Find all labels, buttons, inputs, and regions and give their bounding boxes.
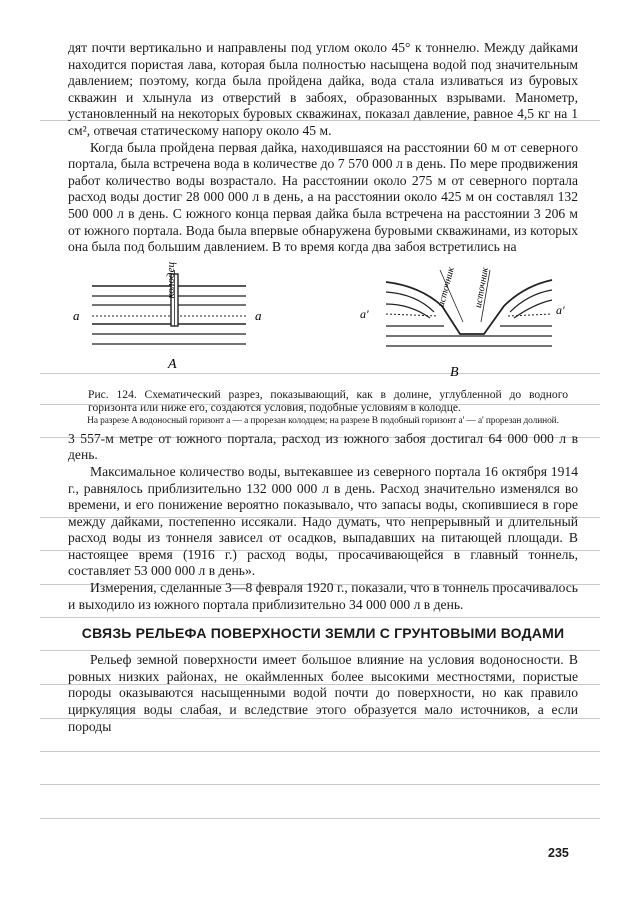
paragraph: 3 557-м метре от южного портала, расход из южного забоя достигал 64 000 000 л в день.	[68, 430, 578, 463]
well-label: колодец	[165, 261, 177, 299]
paragraph: Когда была пройдена первая дайка, находившаяся на расстоянии 60 м от северного портала, была встречена вода в количестве до 7 570 000 л в день. По мере продвижения работ количество воды возрастало. На расстоянии около 275 м от северного портала расход воды достиг 28 000 000 л в день, а на расстоянии около 425 м он составлял 132 500 000 л в день. С южного конца первая дайка была встречена на расстоянии 3 206 м от южного портала. Вода была впервые обнаружена буровыми скважинами, из которых она была под большим давлением. В то время когда два забоя встретились на	[68, 139, 578, 255]
ruled-line	[40, 784, 600, 785]
horizon-label-a-prime: a'	[360, 306, 369, 321]
figure-caption: Рис. 124. Схематический разрез, показывающий, как в долине, углубленной до водного горизонта или ниже его, создаются условия, подобные условиям в колодце.	[88, 387, 568, 414]
paragraph: Максимальное количество воды, вытекавшее из северного портала 16 октября 1914 г., равнялось приблизительно 132 000 000 л в день. Расход значительно изменялся во времени, и его понижение вероятно показывало, что запасы воды, скопившиеся в горе между дайками, постепенно иссякали. Надо думать, что непрерывный и длительный расход воды из тоннеля зависел от осадков, выпадавших на питающей площади. В настоящее время (1916 г.) расход воды, просачивающейся в главный тоннель, составляет 53 000 000 л в день».	[68, 463, 578, 579]
spring-label-left: источник	[435, 265, 457, 308]
page-number: 235	[548, 846, 569, 860]
paragraph: Измерения, сделанные 3—8 февраля 1920 г., показали, что в тоннель просачивалось и выходило из южного портала приблизительно 34 000 000 л в день.	[68, 580, 578, 612]
figure-note: На разрезе A водоносный горизонт a — a прорезан колодцем; на разрезе B подобный горизонт a' — a' прорезан долиной.	[87, 415, 559, 426]
horizon-label-a: a	[255, 307, 262, 323]
figure-124	[68, 260, 578, 388]
paragraph: Рельеф земной поверхности имеет большое влияние на условия водоносности. В ровных низких районах, не окаймленных более высокими местностями, пористые породы оказываются насыщенными водой почти до поверхности, но как правило циркуляция воды слабая, и вследствие этого образуется мало источников, а если породы	[68, 652, 578, 734]
horizon-label-a-prime: a'	[556, 302, 565, 317]
section-label-b: B	[450, 364, 459, 380]
ruled-line	[40, 818, 600, 819]
spring-label-right: источник	[473, 266, 491, 309]
section-b-diagram	[386, 270, 552, 346]
book-page	[68, 40, 578, 735]
section-label-a: A	[168, 356, 177, 372]
horizon-label-a: a	[73, 307, 80, 323]
ruled-line	[40, 751, 600, 752]
cross-section-diagram	[68, 260, 578, 388]
paragraph: дят почти вертикально и направлены под углом около 45° к тоннелю. Между дайками находится пористая лава, которая была полностью насыщена водой под значительным давлением; поэтому, когда была пройдена дайка, вода стала изливаться из буровых скважин и хлынула из отверстий в забоях, образованных взрывами. Манометр, установленный на некоторых буровых скважинах, показал давление, равное 4,5 кг на 1 см², отвечая статическому напору около 45 м.	[68, 40, 578, 138]
section-heading: СВЯЗЬ РЕЛЬЕФА ПОВЕРХНОСТИ ЗЕМЛИ С ГРУНТОВЫМИ ВОДАМИ	[81, 625, 565, 642]
